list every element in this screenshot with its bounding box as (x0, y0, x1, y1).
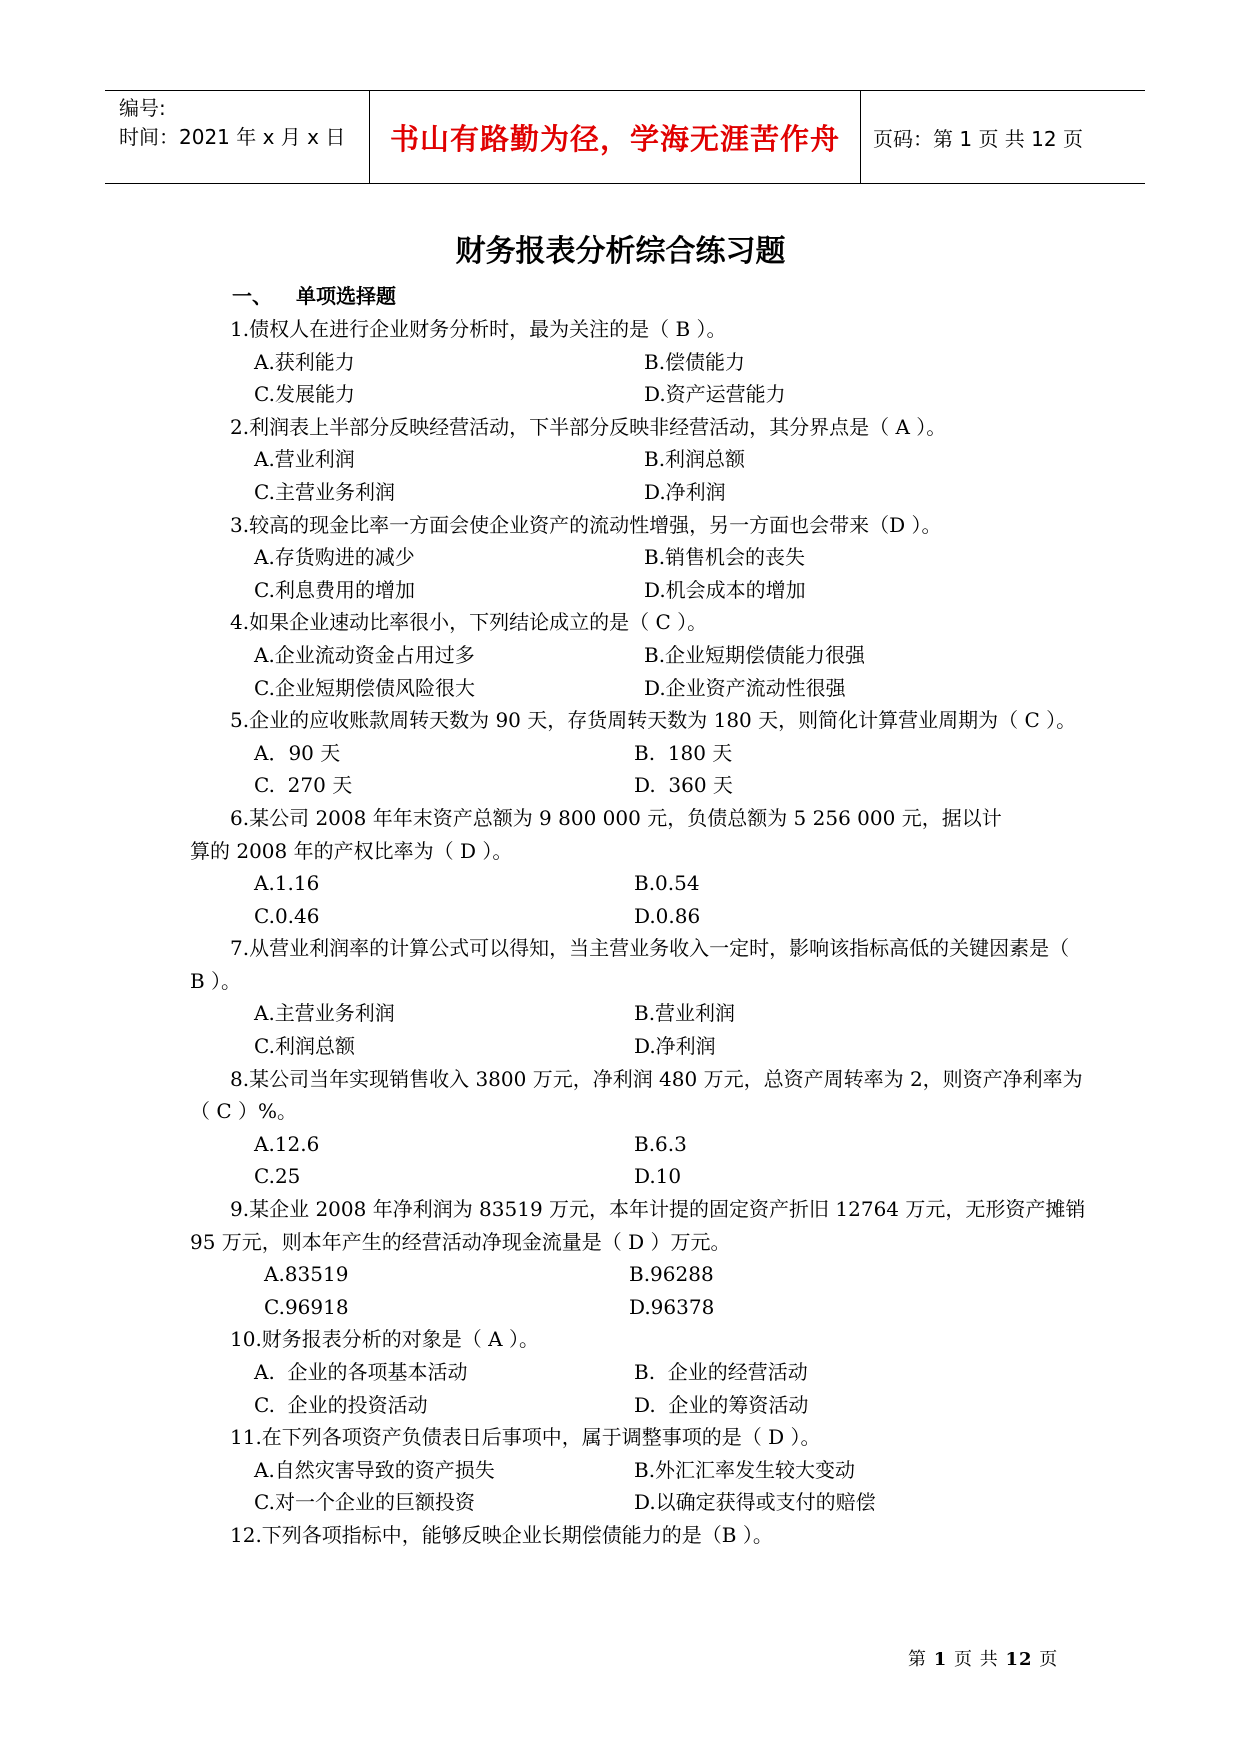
section-number: 一、 (232, 284, 272, 308)
option-b: B.外汇汇率发生较大变动 (634, 1457, 856, 1482)
option-a: A.营业利润 (254, 447, 355, 472)
question-stem: 1.债权人在进行企业财务分析时，最为关注的是（ B ）。 (230, 317, 727, 341)
option-d: D. 企业的筹资活动 (634, 1392, 809, 1417)
question-list (190, 313, 1090, 1552)
option-a: A. 企业的各项基本活动 (254, 1360, 468, 1384)
number-label: 编号: (119, 96, 166, 120)
question-1 (190, 313, 1090, 411)
footer-suffix: 页 (1039, 1649, 1059, 1670)
option-b: B.偿债能力 (644, 349, 746, 374)
motto: 书山有路勤为径，学海无涯苦作舟 (370, 91, 861, 183)
option-a: A．90 天 (254, 740, 341, 765)
option-d: D.96378 (629, 1294, 715, 1319)
question-stem: 8.某公司当年实现销售收入 3800 万元，净利润 480 万元，总资产周转率为 2，则资产净利率为（ C ）%。 (190, 1066, 1083, 1124)
footer-total-pages: 12 (1005, 1649, 1033, 1670)
footer-page-number: 1 (933, 1649, 948, 1670)
option-b: B.销售机会的丧失 (644, 545, 806, 570)
question-12 (190, 1519, 1090, 1552)
option-c: C.利息费用的增加 (254, 577, 415, 602)
option-d: D.资产运营能力 (644, 382, 786, 407)
option-d: D.净利润 (644, 479, 726, 504)
question-stem: 11.在下列各项资产负债表日后事项中，属于调整事项的是（ D ）。 (230, 1425, 821, 1450)
header-left-cell (105, 91, 370, 183)
option-c: C.发展能力 (254, 382, 355, 407)
question-3 (190, 509, 1090, 607)
question-11 (190, 1421, 1090, 1519)
option-b: B.企业短期偿债能力很强 (644, 642, 866, 667)
question-9 (190, 1193, 1090, 1323)
question-5 (190, 704, 1090, 802)
option-a: A.12.6 (254, 1131, 320, 1156)
time-label: 时间：2021 年 x 月 x 日 (119, 125, 346, 149)
question-8 (190, 1063, 1090, 1193)
footer-prefix: 第 (908, 1649, 927, 1670)
option-c: C.主营业务利润 (254, 479, 395, 504)
option-b: B.96288 (629, 1262, 714, 1287)
option-b: B.0.54 (634, 871, 700, 896)
option-d: D.企业资产流动性很强 (644, 675, 846, 700)
option-c: C.利润总额 (254, 1034, 355, 1059)
question-7 (190, 932, 1090, 1062)
question-stem: 2.利润表上半部分反映经营活动，下半部分反映非经营活动，其分界点是（ A ）。 (230, 414, 947, 439)
question-stem: 6.某公司 2008 年年末资产总额为 9 800 000 元，负债总额为 5 256 000 元，据以计算的 2008 年的产权比率为（ D ）。 (190, 805, 1002, 863)
option-c: C. 企业的投资活动 (254, 1392, 428, 1417)
question-stem: 10.财务报表分析的对象是（ A ）。 (230, 1327, 539, 1352)
option-d: D.净利润 (634, 1034, 716, 1059)
document-title: 财务报表分析综合练习题 (455, 234, 786, 269)
page-code: 页码：第 1 页 共 12 页 (873, 126, 1083, 151)
option-b: B.6.3 (634, 1131, 687, 1156)
option-d: D.机会成本的增加 (644, 577, 806, 602)
option-a: A.存货购进的减少 (254, 545, 415, 570)
option-c: C.96918 (264, 1294, 349, 1319)
option-a: A.自然灾害导致的资产损失 (254, 1457, 495, 1482)
option-a: A.主营业务利润 (254, 1001, 395, 1026)
option-a: A.企业流动资金占用过多 (254, 642, 475, 667)
option-d: D.0.86 (634, 903, 701, 928)
question-stem: 5.企业的应收账款周转天数为 90 天，存货周转天数为 180 天，则简化计算营业周期为（ C ）。 (230, 708, 1077, 733)
footer-mid: 页 共 (954, 1649, 999, 1670)
section-label: 单项选择题 (296, 284, 396, 308)
question-stem: 3.较高的现金比率一方面会使企业资产的流动性增强，另一方面也会带来（D ）。 (230, 512, 942, 537)
section-heading (232, 280, 396, 309)
question-stem: 7.从营业利润率的计算公式可以得知，当主营业务收入一定时，影响该指标高低的关键因素是（ B ）。 (190, 936, 1070, 993)
option-a: A.1.16 (254, 871, 320, 896)
option-c: C.企业短期偿债风险很大 (254, 675, 475, 700)
option-c: C.25 (254, 1164, 301, 1189)
question-4 (190, 606, 1090, 704)
page-footer (908, 1645, 1058, 1671)
option-d: D. 360 天 (634, 773, 733, 798)
header-table (105, 90, 1145, 184)
option-b: B. 180 天 (634, 740, 733, 765)
option-a: A.83519 (264, 1262, 349, 1287)
question-2 (190, 411, 1090, 509)
option-b: B.营业利润 (634, 1001, 736, 1026)
option-c: C.0.46 (254, 903, 320, 928)
question-stem: 4.如果企业速动比率很小，下列结论成立的是（ C ）。 (230, 610, 708, 635)
option-b: B. 企业的经营活动 (634, 1360, 808, 1384)
question-10 (190, 1323, 1090, 1421)
option-c: C.对一个企业的巨额投资 (254, 1490, 475, 1515)
question-stem: 9.某企业 2008 年净利润为 83519 万元，本年计提的固定资产折旧 12764 万元，无形资产摊销 95 万元，则本年产生的经营活动净现金流量是（ D ）万元。 (190, 1197, 1086, 1254)
option-d: D.以确定获得或支付的赔偿 (634, 1490, 876, 1515)
question-6 (190, 802, 1090, 932)
option-c: C. 270 天 (254, 773, 353, 798)
option-b: B.利润总额 (644, 447, 746, 472)
option-d: D.10 (634, 1164, 682, 1189)
option-a: A.获利能力 (254, 349, 355, 374)
question-stem: 12.下列各项指标中，能够反映企业长期偿债能力的是（B ）。 (230, 1522, 773, 1547)
